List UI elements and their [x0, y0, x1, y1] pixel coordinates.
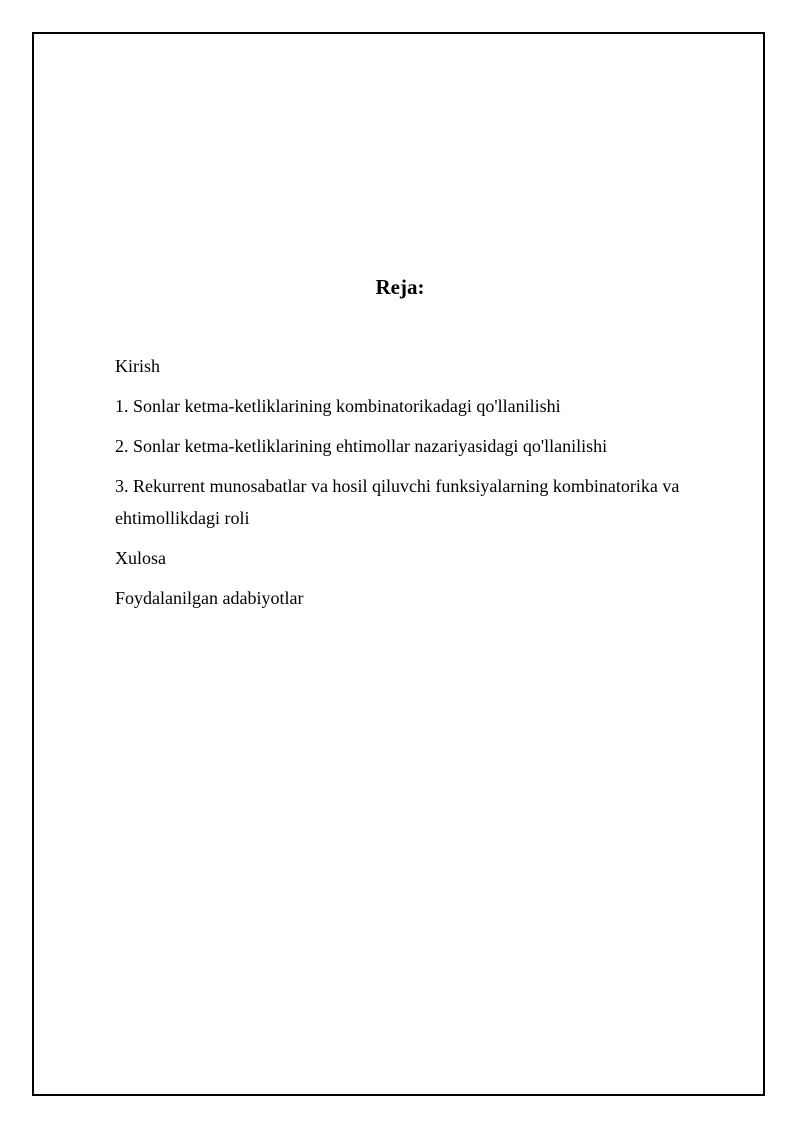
outline-item-conclusion: Xulosa	[115, 548, 166, 568]
outline-item-2: 2. Sonlar ketma-ketliklarining ehtimollar nazariyasidagi qo'llanilishi	[115, 436, 608, 456]
outline-item-introduction: Kirish	[115, 356, 160, 376]
outline-item-references: Foydalanilgan adabiyotlar	[115, 588, 304, 608]
outline-item-3: 3. Rekurrent munosabatlar va hosil qiluvchi funksiyalarning kombinatorika va ehtimollikdagi roli	[115, 476, 680, 528]
outline-item-1: 1. Sonlar ketma-ketliklarining kombinatorikadagi qo'llanilishi	[115, 396, 561, 416]
page-title: Reja:	[375, 275, 425, 299]
plan-outline	[115, 350, 725, 622]
